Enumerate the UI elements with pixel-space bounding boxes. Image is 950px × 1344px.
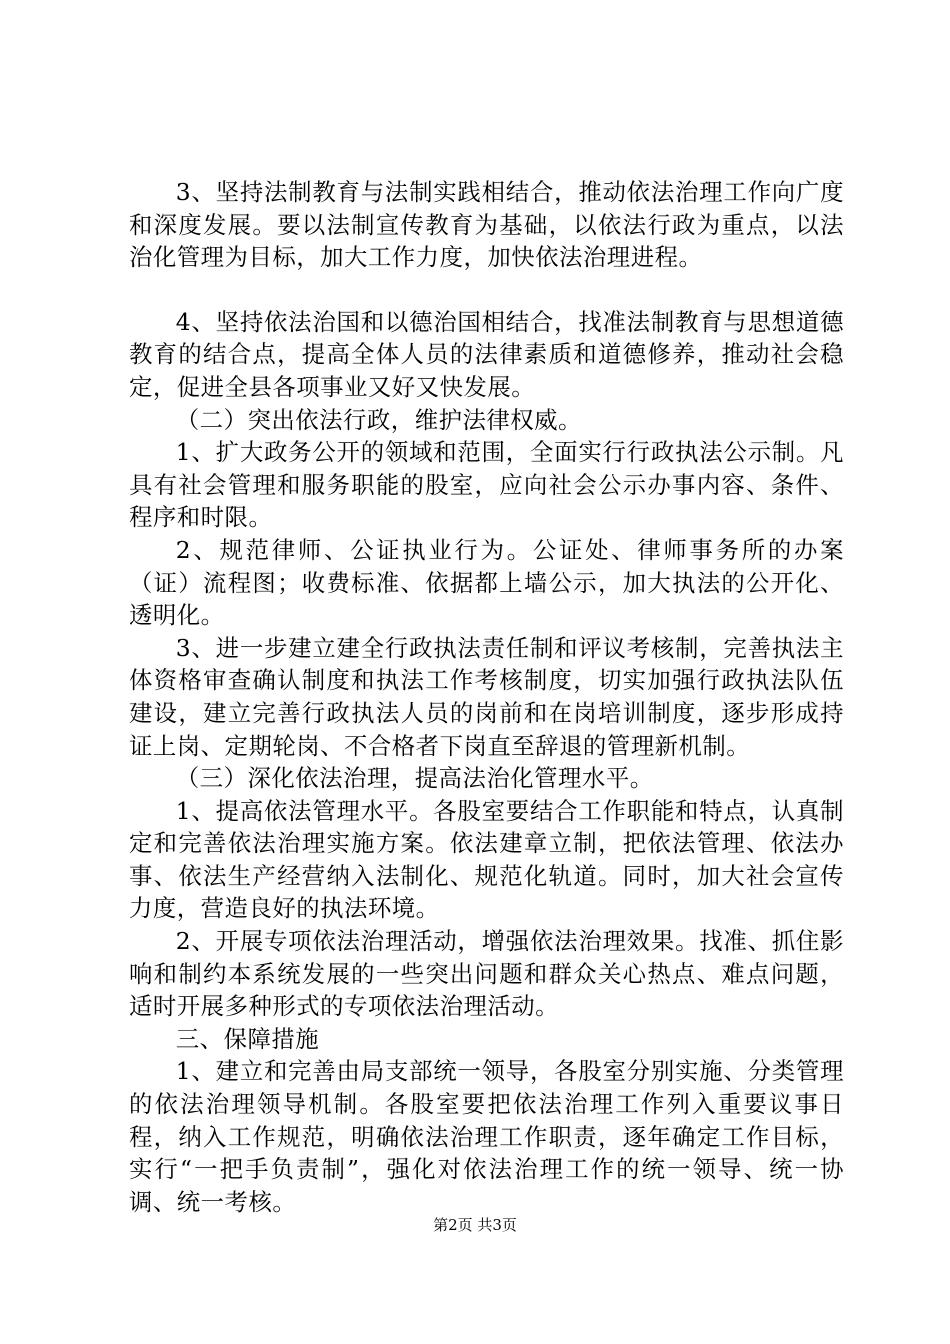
section-heading-safeguards: 三、保障措施	[175, 1024, 320, 1053]
paragraph-3-2: 2、开展专项依法治理活动，增强依法治理效果。找准、抓住影响和制约本系统发展的一些突出问题和群众关心热点、难点问题，适时开展多种形式的专项依法治理活动。	[129, 927, 844, 1021]
paragraph-2-3: 3、进一步建立建全行政执法责任制和评议考核制，完善执法主体资格审查确认制度和执法工作考核制度，切实加强行政执法队伍建设，建立完善行政执法人员的岗前和在岗培训制度，逐步形成持证上岗、定期轮岗、不合格者下岗直至辞退的管理新机制。	[129, 633, 844, 760]
paragraph-4-rule-by-law-and-virtue: 4、坚持依法治国和以德治国相结合，找准法制教育与思想道德教育的结合点，提高全体人员的法律素质和道德修养，推动社会稳定，促进全县各项事业又好又快发展。	[129, 307, 844, 401]
paragraph-2-1: 1、扩大政务公开的领域和范围，全面实行行政执法公示制。凡具有社会管理和服务职能的股室，应向社会公示办事内容、条件、程序和时限。	[129, 438, 844, 532]
section-heading-2: （二）突出依法行政，维护法律权威。	[175, 405, 582, 434]
paragraph-3-1: 1、提高依法管理水平。各股室要结合工作职能和特点，认真制定和完善依法治理实施方案。依法建章立制，把依法管理、依法办事、依法生产经营纳入法制化、规范化轨道。同时，加大社会宣传力度，营造良好的执法环境。	[129, 796, 844, 923]
paragraph-safeguards-1: 1、建立和完善由局支部统一领导，各股室分别实施、分类管理的依法治理领导机制。各股室要把依法治理工作列入重要议事日程，纳入工作规范，明确依法治理工作职责，逐年确定工作目标，实行“一把手负责制”，强化对依法治理工作的统一领导、统一协调、统一考核。	[129, 1057, 844, 1216]
paragraph-2-2: 2、规范律师、公证执业行为。公证处、律师事务所的办案（证）流程图；收费标准、依据都上墙公示，加大执法的公开化、透明化。	[129, 535, 844, 630]
section-heading-3: （三）深化依法治理，提高法治化管理水平。	[175, 764, 654, 793]
document-body	[129, 176, 844, 1218]
paragraph-3-combine-practice: 3、坚持法制教育与法制实践相结合，推动依法治理工作向广度和深度发展。要以法制宣传教育为基础，以依法行政为重点，以法治化管理为目标，加大工作力度，加快依法治理进程。	[129, 178, 844, 272]
paragraph-gap	[129, 274, 844, 306]
page-number-footer: 第2页 共3页	[433, 1216, 517, 1234]
